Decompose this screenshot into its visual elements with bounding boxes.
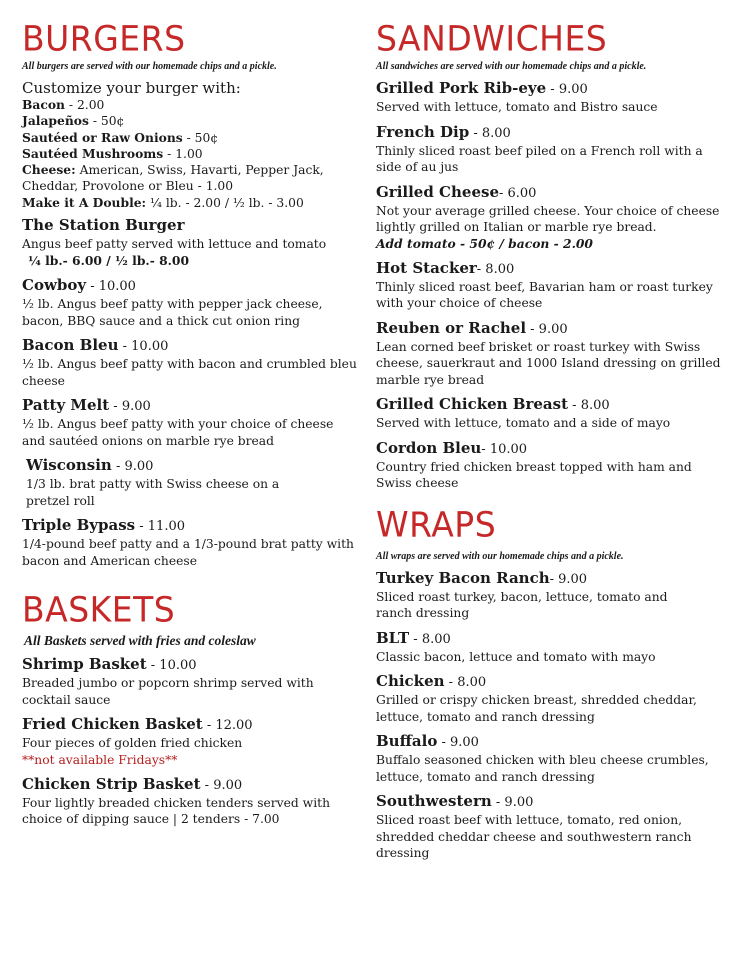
menu-item-cordon-bleu xyxy=(376,439,726,492)
menu-item-grilled-cheese xyxy=(376,183,726,252)
item-name: Wisconsin xyxy=(26,456,112,475)
right-column xyxy=(376,0,726,869)
left-column xyxy=(22,0,357,835)
item-description: Served with lettuce, tomato and a side of mayo xyxy=(376,416,671,430)
menu-item-wisconsin xyxy=(22,456,357,509)
item-price: - 8.00 xyxy=(469,125,511,141)
menu-item-french-dip xyxy=(376,123,726,176)
baskets-section xyxy=(22,591,357,828)
item-price: - 10.00 xyxy=(481,441,528,457)
item-name: Chicken Strip Basket xyxy=(22,774,201,793)
item-name: Reuben or Rachel xyxy=(376,318,527,337)
menu-item-buffalo xyxy=(376,732,726,785)
customize-label: Sautéed or Raw Onions xyxy=(22,129,183,145)
item-name: Cordon Bleu xyxy=(376,438,482,457)
wraps-title: WRAPS xyxy=(376,503,497,545)
item-name: French Dip xyxy=(376,122,470,141)
item-name: Hot Stacker xyxy=(376,258,477,277)
customize-option xyxy=(22,146,357,162)
sandwiches-section xyxy=(376,20,726,492)
sandwiches-title: SANDWICHES xyxy=(376,18,608,59)
item-name: Southwestern xyxy=(376,792,492,810)
customize-label: Jalapeños xyxy=(22,113,89,129)
menu-item-chicken-strip-basket xyxy=(22,775,357,828)
customize-option xyxy=(22,113,357,129)
menu-item-chicken-wrap xyxy=(376,672,726,725)
menu-item-station-burger xyxy=(22,216,357,269)
item-description: ½ lb. Angus beef patty with pepper jack cheese, bacon, BBQ sauce and a thick cut onion ring xyxy=(22,297,323,328)
availability-notice: **not available Fridays** xyxy=(22,752,178,767)
item-description: Sliced roast turkey, bacon, lettuce, tomato and ranch dressing xyxy=(376,589,668,620)
item-name: The Station Burger xyxy=(22,216,185,235)
customize-value: - 50¢ xyxy=(182,130,219,145)
item-name: Chicken xyxy=(376,672,445,690)
menu-item-patty-melt xyxy=(22,396,357,449)
menu-item-grilled-pork-rib-eye xyxy=(376,79,726,116)
item-name: Patty Melt xyxy=(22,396,110,415)
customize-option xyxy=(22,97,357,113)
item-description: Breaded jumbo or popcorn shrimp served with cocktail sauce xyxy=(22,676,314,707)
item-price: - 9.00 xyxy=(491,795,534,810)
customize-option xyxy=(22,130,357,146)
item-description: Thinly sliced roast beef, Bavarian ham or roast turkey with your choice of cheese xyxy=(376,279,713,310)
item-price: - 9.00 xyxy=(111,459,154,475)
item-description: Four lightly breaded chicken tenders served with choice of dipping sauce | 2 tenders - 7.00 xyxy=(22,795,331,827)
item-price: - 8.00 xyxy=(409,631,451,647)
item-price: - 6.00 xyxy=(498,185,537,201)
menu-item-fried-chicken-basket xyxy=(22,715,357,768)
item-description: Served with lettuce, tomato and Bistro sauce xyxy=(376,100,658,114)
wraps-section xyxy=(376,503,726,862)
item-description: Lean corned beef brisket or roast turkey with Swiss cheese, sauerkraut and 1000 Island dressing on grilled marble rye bread xyxy=(376,339,721,387)
item-name: Grilled Cheese xyxy=(376,182,499,201)
item-description: Not your average grilled cheese. Your choice of cheese lightly grilled on Italian or marble rye bread. xyxy=(376,203,720,234)
item-description: Country fried chicken breast topped with ham and Swiss cheese xyxy=(376,459,692,490)
menu-item-southwestern xyxy=(376,792,726,862)
baskets-note: All Baskets served with fries and coleslaw xyxy=(24,633,256,649)
customize-option xyxy=(22,162,357,195)
customize-value: American, Swiss, Havarti, Pepper Jack, Cheddar, Provolone or Bleu - 1.00 xyxy=(22,163,324,194)
item-price: - 9.00 xyxy=(546,82,588,97)
customize-label: Cheese: xyxy=(22,162,76,178)
customize-value: - 1.00 xyxy=(163,146,203,161)
customize-label: Bacon xyxy=(22,97,65,112)
item-description: Angus beef patty served with lettuce and tomato xyxy=(22,237,327,252)
customize-block xyxy=(22,79,357,211)
item-size-prices: ¼ lb.- 6.00 / ½ lb.- 8.00 xyxy=(28,252,190,268)
menu-item-bacon-bleu xyxy=(22,336,357,389)
item-name: Grilled Pork Rib-eye xyxy=(376,79,547,97)
item-description: Four pieces of golden fried chicken xyxy=(22,736,243,751)
burgers-note: All burgers are served with our homemade chips and a pickle. xyxy=(22,61,277,72)
item-name: Bacon Bleu xyxy=(22,336,119,355)
burgers-section xyxy=(22,20,357,569)
item-price: - 9.00 xyxy=(437,735,479,750)
item-name: Shrimp Basket xyxy=(22,655,147,674)
item-price: - 9.00 xyxy=(109,399,151,415)
item-description: ½ lb. Angus beef patty with bacon and crumbled bleu cheese xyxy=(22,357,357,388)
item-price: - 9.00 xyxy=(549,571,588,587)
menu-item-shrimp-basket xyxy=(22,655,357,708)
item-description: 1/4-pound beef patty and a 1/3-pound brat patty with bacon and American cheese xyxy=(22,537,354,568)
item-name: Cowboy xyxy=(22,276,87,295)
item-description: ½ lb. Angus beef patty with your choice of cheese and sautéed onions on marble rye bread xyxy=(22,417,334,448)
item-name: Buffalo xyxy=(376,732,438,750)
customize-value: - 50¢ xyxy=(88,114,125,129)
menu-item-hot-stacker xyxy=(376,259,726,312)
item-description: 1/3 lb. brat patty with Swiss cheese on a pretzel roll xyxy=(26,477,280,508)
baskets-title: BASKETS xyxy=(22,589,176,631)
item-price: - 10.00 xyxy=(118,339,169,355)
item-description: Thinly sliced roast beef piled on a French roll with a side of au jus xyxy=(376,143,703,174)
item-price: - 12.00 xyxy=(202,718,253,734)
item-price: - 9.00 xyxy=(526,321,568,337)
customize-label: Make it A Double: xyxy=(22,194,147,210)
item-description: Classic bacon, lettuce and tomato with mayo xyxy=(376,649,656,664)
item-price: - 10.00 xyxy=(146,658,197,674)
item-name: BLT xyxy=(376,628,410,647)
customize-option xyxy=(22,195,357,211)
item-price: - 8.00 xyxy=(476,261,515,277)
menu-item-triple-bypass xyxy=(22,516,357,569)
customize-value: - 2.00 xyxy=(65,98,105,112)
item-price: - 8.00 xyxy=(444,675,487,690)
menu-item-grilled-chicken-breast xyxy=(376,395,726,432)
item-price: - 9.00 xyxy=(200,777,243,793)
item-description: Buffalo seasoned chicken with bleu cheese crumbles, lettuce, tomato and ranch dressing xyxy=(376,753,709,784)
sandwiches-note: All sandwiches are served with our homemade chips and a pickle. xyxy=(376,61,647,72)
item-price: - 11.00 xyxy=(135,519,185,535)
item-price: - 8.00 xyxy=(568,398,610,413)
menu-item-turkey-bacon-ranch xyxy=(376,569,726,622)
item-price: - 10.00 xyxy=(86,279,136,295)
customize-value: ¼ lb. - 2.00 / ½ lb. - 3.00 xyxy=(146,195,304,210)
item-addon: Add tomato - 50¢ / bacon - 2.00 xyxy=(376,235,593,251)
menu-item-cowboy xyxy=(22,276,357,329)
item-name: Fried Chicken Basket xyxy=(22,715,203,734)
burgers-title: BURGERS xyxy=(22,18,186,59)
menu-item-reuben-or-rachel xyxy=(376,319,726,389)
customize-title: Customize your burger with: xyxy=(22,79,241,97)
item-name: Turkey Bacon Ranch xyxy=(376,568,550,587)
menu-item-blt xyxy=(376,629,726,666)
item-name: Triple Bypass xyxy=(22,516,136,535)
item-description: Sliced roast beef with lettuce, tomato, red onion, shredded cheddar cheese and southwestern ranch dressing xyxy=(376,813,692,860)
item-name: Grilled Chicken Breast xyxy=(376,395,569,413)
customize-label: Sautéed Mushrooms xyxy=(22,145,164,161)
wraps-note: All wraps are served with our homemade chips and a pickle. xyxy=(376,550,624,562)
item-description: Grilled or crispy chicken breast, shredded cheddar, lettuce, tomato and ranch dressing xyxy=(376,693,697,724)
